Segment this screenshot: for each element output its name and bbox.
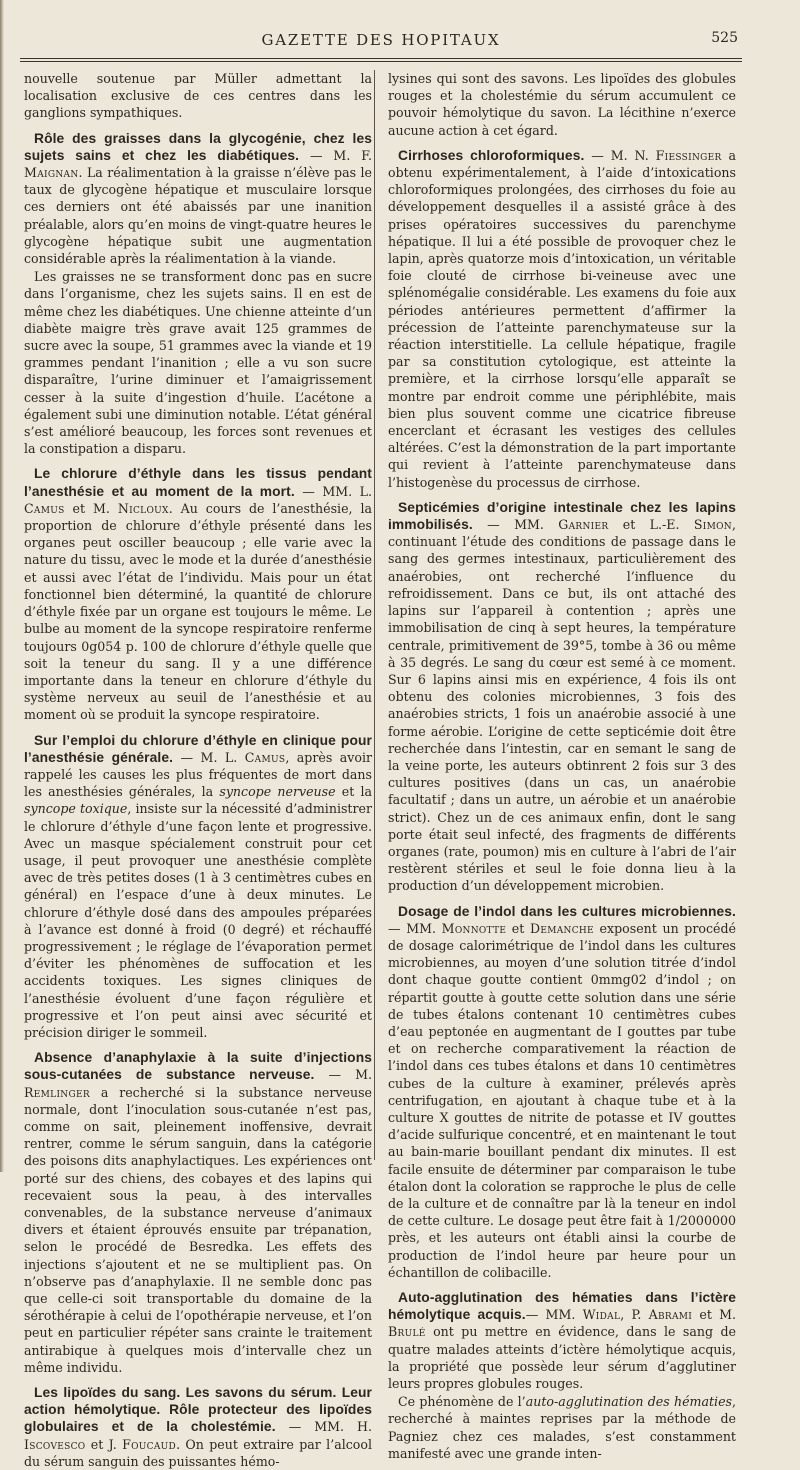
article-heading: Dosage de l’indol dans les cultures microbiennes.	[398, 903, 736, 919]
article-lipoides-sang	[24, 1384, 372, 1470]
article-text: exposent un procédé de dosage calorimétrique de l’indol dans les cultures microbiennes, au moyen d’une solution titrée d’indol dont chaque goutte contient 0mmg02 d’indol ; on répartit goutte à goutte cette solution dans une série de tubes étalons contenant 10 centimètres cubes d’eau peptonée en augmentant de I gouttes par tube et on recherche comparativement la réaction de l’indol dans ces tubes étalons et dans 10 centimètres cubes de la culture à examiner, prélevés après centrifugation, en ajoutant à chaque tube et à la culture X gouttes de nitrite de potasse et IV gouttes d’acide sulfurique concentré, et en maintenant le tout au bain-marie bouillant pendant dix minutes. Il est facile ensuite de déterminer par comparaison le tube étalon dont la coloration se rapproche le plus de celle de la culture et de connaître par là la teneur en indol de cette culture. Le dosage peut être fait à 1/2000000 près, et les auteurs ont établi ainsi la courbe de production de l’indol heure par heure pour un échantillon de colibacille.	[388, 920, 736, 1280]
article-graisses-glycogenie	[24, 130, 372, 458]
author-name: Brulé	[388, 1324, 426, 1340]
italic-term: auto-agglutination des hématies	[525, 1394, 732, 1410]
article-heading: Rôle des graisses dans la glycogénie, chez les sujets sains et chez les diabétiques.	[24, 130, 372, 163]
article-paragraph	[24, 465, 372, 723]
article-paragraph	[24, 1384, 372, 1470]
author-prefix: — MM.	[525, 1307, 583, 1323]
author-name: Maignan	[24, 165, 79, 181]
article-text: . On peut extraire par l’alcool du sérum sanguin des puissantes hémo-	[24, 1436, 372, 1469]
author-prefix: — M.	[314, 1067, 373, 1083]
author-name: Monnotte	[441, 920, 507, 936]
article-heading: Le chlorure d’éthyle dans les tissus pendant l’anesthésie et au moment de la mort.	[24, 466, 372, 499]
column-divider	[374, 70, 375, 1160]
article-paragraph	[388, 147, 736, 491]
article-text: a obtenu expérimentalement, à l’aide d’intoxications chloroformiques prolongées, des cirrhoses du foie au développement desquelles il a assisté grâce à des prises opératoires successives du parenchyme hépatique. Il lui a été possible de provoquer chez le lapin, après quatorze mois d’intoxication, un véritable foie clouté de cirrhose bi-veineuse avec une splénomégalie considérable. Les examens du foie aux périodes antérieures permettent d’affirmer la précession de l’atteinte parenchymateuse sur la réaction interstitielle. La cellule hépatique, fragile par sa constitution cytologique, est atteinte la première, et la cirrhose lorsqu’elle apparaît se montre par endroit comme une périphlébite, mais bien plus souvent comme une cicatrice fibreuse encerclant et écrasant les vestiges des cellules altérées. C’est la démonstration de la part importante qui revient à l’atteinte parenchymateuse dans l’histogenèse du processus de cirrhose.	[388, 147, 737, 490]
author-name: Camus	[244, 749, 286, 765]
page-number: 525	[711, 30, 738, 46]
italic-term: syncope toxique	[24, 801, 128, 817]
author-prefix: — M. F.	[299, 147, 372, 163]
article-paragraph	[24, 1049, 372, 1376]
article-paragraph	[388, 1393, 736, 1462]
author-joiner: et L.-E.	[608, 517, 694, 533]
author-prefix: — MM. H.	[275, 1419, 372, 1435]
author-name: Garnier	[558, 517, 609, 533]
intro-paragraph: nouvelle soutenue par Müller admettant la localisation exclusive de ces centres dans les ganglions sympathiques.	[24, 71, 372, 121]
author-joiner: et M.	[64, 500, 118, 516]
article-anaphylaxie	[24, 1049, 372, 1376]
article-text: a recherché si la substance nerveuse normale, dont l’inoculation sous-cutanée n’est pas, comme on sait, pleinement inoffensive, devrait rentrer, comme le sérum sanguin, dans la catégorie des poisons dits anaphylactiques. Les expériences ont porté sur des chiens, des cobayes et des lapins qui recevaient sous la peau, à des intervalles convenables, de la substance nerveuse d’animaux divers et étaient éprouvés ensuite par trépanation, selon le procédé de Besredka. Les effets des injections s’ajoutent et ne se multiplient pas. On n’observe pas d’anaphylaxie. Il ne semble donc pas que celle-ci soit transportable du domaine de la sérothérapie à celui de l’opothérapie nerveuse, et l’on peut en particulier répéter sans crainte le traitement antirabique à quelques mois d’intervalle chez un même individu.	[24, 1084, 372, 1375]
article-paragraph	[24, 130, 372, 268]
article-paragraph	[388, 903, 736, 1281]
article-heading: Absence d’anaphylaxie à la suite d’injections sous-cutanées de substance nerveuse.	[24, 1050, 372, 1083]
article-dosage-indol	[388, 903, 736, 1281]
header-rule-bottom	[20, 61, 742, 62]
author-name: Abrami	[648, 1307, 693, 1323]
article-chlorure-ethyle-clinique	[24, 732, 372, 1042]
page-binding-shadow	[0, 0, 4, 1172]
author-name: Remlinger	[24, 1084, 90, 1100]
article-text: . La réalimentation à la graisse n’élève pas le taux de glycogène hépatique et musculaire lorsque ces derniers ont été abaissés par une inanition préalable, alors qu’en moins de vingt-quatre heures le glycogène hépatique subit une augmentation considérable après la réalimentation à la viande.	[24, 165, 372, 267]
article-heading: Sur l’emploi du chlorure d’éthyle en clinique pour l’anesthésie générale.	[24, 732, 372, 765]
author-prefix: — M. L.	[173, 749, 245, 765]
author-name: Simon	[693, 517, 732, 533]
author-name: Foucaud	[122, 1436, 177, 1452]
author-name: Demanche	[529, 920, 594, 936]
article-text: et la	[335, 784, 373, 800]
author-name: Fiessinger	[655, 147, 722, 163]
continuation-paragraph: lysines qui sont des savons. Les lipoïdes des globules rouges et la cholestémie du sérum accumulent ce pouvoir hémolytique du savon. La lécithine n’exerce aucune action à cet égard.	[388, 71, 736, 138]
article-paragraph: Les graisses ne se transforment donc pas en sucre dans l’organisme, chez les sujets sains. Il en est de même chez les diabétiques. Une chienne atteinte d’un diabète maigre très grave avait 125 grammes de sucre avec la soupe, 51 grammes avec la viande et 19 grammes pendant l’inanition ; elle a vu son sucre disparaître, l’urine diminuer et l’amaigrissement cesser à la suite d’ingestion d’huile. L’acétone a également subi une diminution notable. L’état général s’est amélioré beaucoup, les forces sont revenues et la constipation a disparu.	[24, 269, 372, 457]
article-text: ont pu mettre en évidence, dans le sang de quatre malades atteints d’ictère hémolytique acquis, la propriété que possède leur sérum d’agglutiner leurs propres globules rouges.	[388, 1324, 736, 1392]
author-name: Nicloux	[117, 500, 169, 516]
article-text: Ce phénomène de l’	[398, 1394, 526, 1410]
article-paragraph	[388, 499, 736, 895]
author-joiner: , P.	[620, 1307, 649, 1323]
article-paragraph	[388, 1289, 736, 1392]
article-heading: Les lipoïdes du sang. Les savons du sérum. Leur action hémolytique. Rôle protecteur des lipoïdes globulaires et de la cholestémie.	[24, 1385, 372, 1435]
left-column	[24, 70, 373, 1469]
article-heading: Septicémies d’origine intestinale chez les lapins immobilisés.	[388, 499, 736, 533]
author-prefix: — MM. L.	[294, 483, 372, 499]
running-title: GAZETTE DES HOPITAUX	[261, 31, 501, 49]
article-text: , insiste sur la nécessité d’administrer le chlorure d’éthyle d’une façon lente et progressive. Avec un masque spécialement construit pour cet usage, il peut provoquer une anesthésie complète avec de très petites doses (1 à 3 centimètres cubes en général) en l’espace d’une à deux minutes. Le chlorure d’éthyle dosé dans des ampoules préparées à l’avance est donné à froid (0 degré) et réchauffé progressivement ; le réglage de l’évaporation permet d’éviter les phénomènes de suffocation et les accidents toxiques. Les signes cliniques de l’anesthésie évoluent d’une façon régulière et progressive et l’on peut ainsi avec sécurité et précision diriger le sommeil.	[24, 801, 372, 1040]
article-text: . Au cours de l’anesthésie, la proportion de chlorure d’éthyle présenté dans les organes peut osciller beaucoup ; elle varie avec la nature du tissu, avec le mode et la durée d’anesthésie et aussi avec l’état de l’individu. Mais pour un état fonctionnel bien déterminé, la quantité de chlorure d’éthyle fixée par un organe est toujours le même. Le bulbe au moment de la syncope respiratoire renferme toujours 0g054 p. 100 de chlorure d’éthyle quelle que soit la teneur du sang. Il y a une différence importante dans la teneur en chlorure d’éthyle du système nerveux au seuil de l’anesthésie et au moment où se produit la syncope respiratoire.	[24, 500, 372, 723]
article-auto-agglutination	[388, 1289, 736, 1462]
author-joiner: et	[506, 920, 530, 936]
article-septicemies	[388, 499, 736, 895]
article-heading: Auto-agglutination des hématies dans l’ictère hémolytique acquis.	[388, 1290, 736, 1323]
author-prefix: — M. N.	[584, 147, 656, 163]
article-text: , après avoir rappelé les causes les plus fréquentes de mort dans les anesthésies générales, la	[24, 749, 373, 800]
right-column	[388, 70, 737, 1461]
page-header	[20, 30, 742, 49]
article-cirrhoses-chloroformiques	[388, 147, 736, 491]
header-rule-top	[20, 58, 742, 59]
author-name: Widal	[582, 1307, 621, 1323]
author-name: Camus	[24, 500, 65, 516]
author-joiner: et J.	[85, 1436, 123, 1452]
author-name: Iscovesco	[24, 1436, 86, 1452]
article-heading: Cirrhoses chloroformiques.	[398, 147, 585, 163]
article-text: , recherché à maintes reprises par la méthode de Pagniez chez ces malades, s’est constamment manifesté avec une grande inten-	[388, 1394, 737, 1461]
author-prefix: — MM.	[388, 920, 442, 936]
author-joiner: et M.	[692, 1307, 736, 1323]
author-prefix: — MM.	[472, 517, 559, 533]
italic-term: syncope nerveuse	[219, 784, 336, 800]
article-chlorure-ethyle-tissus	[24, 465, 372, 723]
article-paragraph	[24, 732, 372, 1042]
article-text: , continuant l’étude des conditions de passage dans le sang des germes intestinaux, particulièrement des anaérobies, ont recherché l’influence du refroidissement. Dans ce but, ils ont attaché des lapins sur l’appareil à contention ; après une immobilisation de cinq à sept heures, la température centrale, primitivement de 39°5, tombe à 36 ou même à 35 degrés. Le sang du cœur est semé à ce moment. Sur 6 lapins ainsi mis en expérience, 4 fois ils ont obtenu des colonies microbiennes, 3 fois des anaérobies stricts, 1 fois un anaérobie associé à une forme aérobie. L’origine de cette septicémie doit être recherchée dans l’intestin, car en semant le sang de la veine porte, les auteurs obtinrent 2 fois sur 3 des cultures positives (dans un cas, un anaérobie facultatif ; dans un autre, un aérobie et un anaérobie strict). Chez un de ces animaux enfin, dont le sang porte était seul infecté, des fragments de différents organes (rate, poumon) mis en culture à l’abri de l’air restèrent stériles et seul le foie donna lieu à la production d’un développement microbien.	[388, 517, 736, 894]
